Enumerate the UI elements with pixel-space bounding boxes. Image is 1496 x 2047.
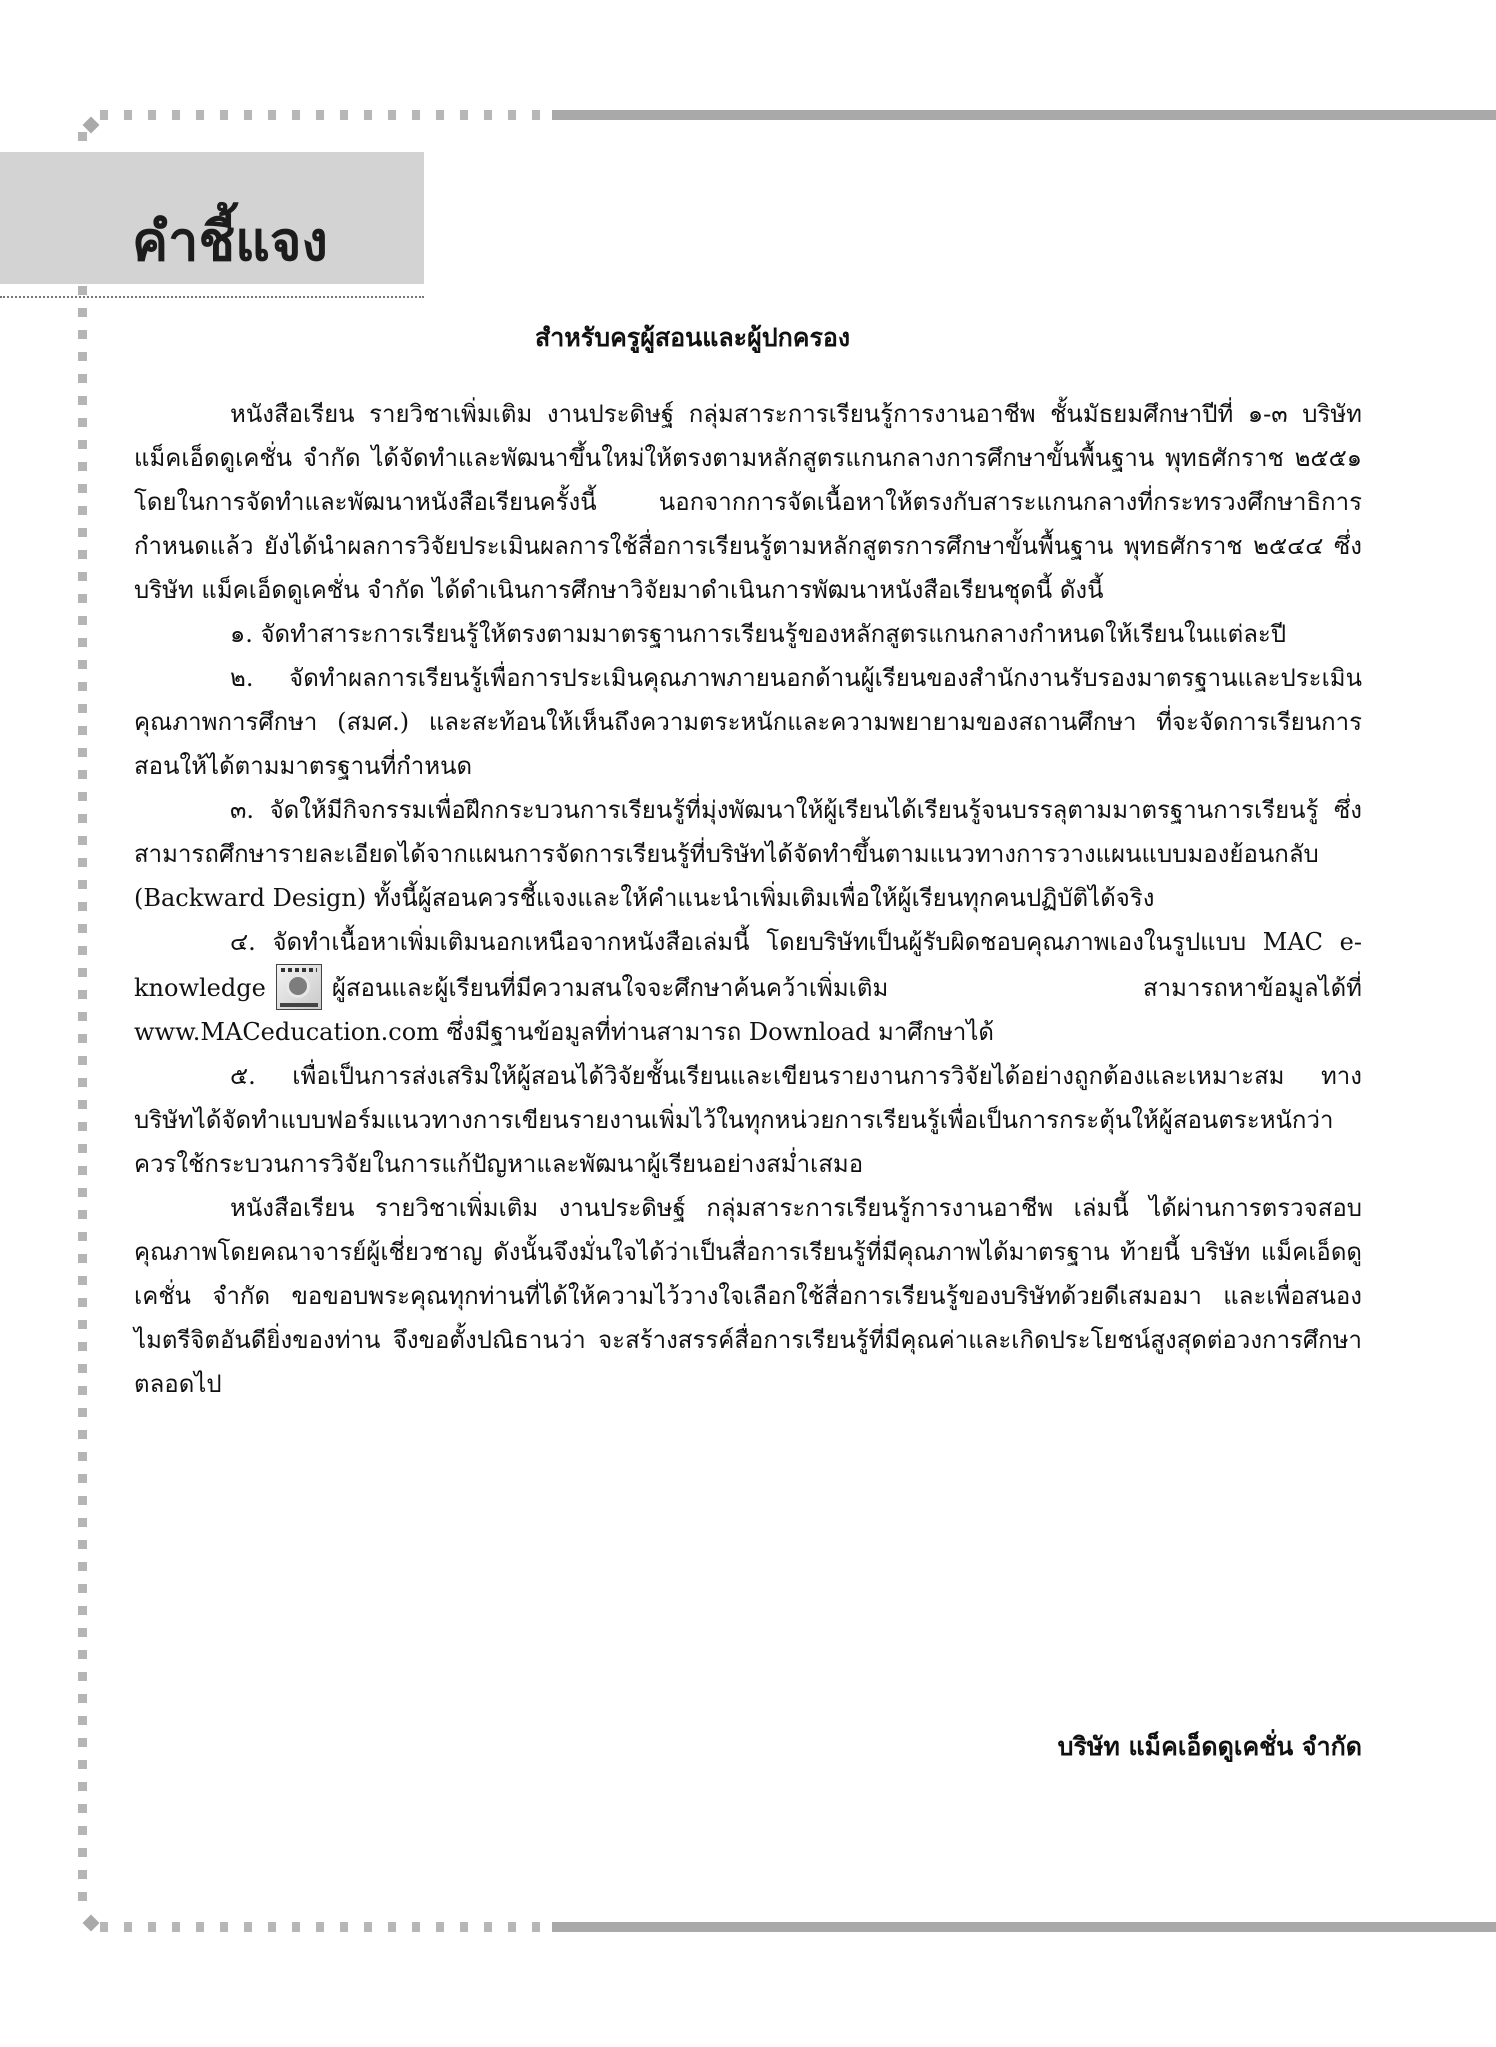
list-item-4-text-b: ผู้สอนและผู้เรียนที่มีความสนใจจะศึกษาค้นคว้าเพิ่มเติม สามารถหาข้อมูลได้ที่ www.MACeducation.com ซึ่งมีฐานข้อมูลที่ท่านสามารถ Download มาศึกษาได้ bbox=[134, 974, 1362, 1046]
corner-diamond-top bbox=[83, 117, 100, 134]
corner-diamond-bottom bbox=[83, 1915, 100, 1932]
main-content bbox=[134, 392, 1362, 1406]
list-item-5: ๕. เพื่อเป็นการส่งเสริมให้ผู้สอนได้วิจัยชั้นเรียนและเขียนรายงานการวิจัยได้อย่างถูกต้องและเหมาะสม ทางบริษัทได้จัดทำแบบฟอร์มแนวทางการเขียนรายงานเพิ่มไว้ในทุกหน่วยการเรียนรู้เพื่อเป็นการกระตุ้นให้ผู้สอนตระหนักว่า ควรใช้กระบวนการวิจัยในการแก้ปัญหาและพัฒนาผู้เรียนอย่างสม่ำเสมอ bbox=[134, 1062, 1362, 1178]
top-solid-rule bbox=[552, 110, 1496, 120]
list-item-4-text-a: ๔. จัดทำเนื้อหาเพิ่มเติมนอกเหนือจากหนังสือเล่มนี้ โดยบริษัทเป็นผู้รับผิดชอบคุณภาพเองในรูปแบบ MAC e-knowledge bbox=[134, 928, 1362, 1002]
page-title: คำชี้แจง bbox=[132, 210, 328, 273]
list-item-4 bbox=[134, 920, 1362, 1054]
list-item-3: ๓. จัดให้มีกิจกรรมเพื่อฝึกกระบวนการเรียนรู้ที่มุ่งพัฒนาให้ผู้เรียนได้เรียนรู้จนบรรลุตามมาตรฐานการเรียนรู้ ซึ่งสามารถศึกษารายละเอียดได้จากแผนการจัดการเรียนรู้ที่บริษัทได้จัดทำขึ้นตามแนวทางการวางแผนแบบมองย้อนกลับ (Backward Design) ทั้งนี้ผู้สอนควรชี้แจงและให้คำแนะนำเพิ่มเติมเพื่อให้ผู้เรียนทุกคนปฏิบัติได้จริง bbox=[134, 796, 1362, 912]
title-underline bbox=[0, 296, 424, 298]
signature: บริษัท แม็คเอ็ดดูเคชั่น จำกัด bbox=[1057, 1732, 1362, 1761]
subtitle: สำหรับครูผู้สอนและผู้ปกครอง bbox=[535, 323, 851, 352]
left-dotted-rule bbox=[78, 132, 87, 1910]
list-item-1: ๑. จัดทำสาระการเรียนรู้ให้ตรงตามมาตรฐานการเรียนรู้ของหลักสูตรแกนกลางกำหนดให้เรียนในแต่ละปี bbox=[230, 620, 1287, 648]
top-dashed-rule bbox=[100, 110, 548, 120]
bottom-solid-rule bbox=[552, 1922, 1496, 1932]
list-item-2: ๒. จัดทำผลการเรียนรู้เพื่อการประเมินคุณภาพภายนอกด้านผู้เรียนของสำนักงานรับรองมาตรฐานและประเมินคุณภาพการศึกษา (สมศ.) และสะท้อนให้เห็นถึงความตระหนักและความพยายามของสถานศึกษา ที่จะจัดการเรียนการสอนให้ได้ตามมาตรฐานที่กำหนด bbox=[134, 664, 1362, 780]
mac-e-knowledge-logo-icon bbox=[276, 964, 322, 1010]
bottom-dashed-rule bbox=[100, 1922, 548, 1932]
intro-paragraph: หนังสือเรียน รายวิชาเพิ่มเติม งานประดิษฐ์ กลุ่มสาระการเรียนรู้การงานอาชีพ ชั้นมัธยมศึกษาปีที่ ๑-๓ บริษัท แม็คเอ็ดดูเคชั่น จำกัด ได้จัดทำและพัฒนาขึ้นใหม่ให้ตรงตามหลักสูตรแกนกลางการศึกษาขั้นพื้นฐาน พุทธศักราช ๒๕๕๑ โดยในการจัดทำและพัฒนาหนังสือเรียนครั้งนี้ นอกจากการจัดเนื้อหาให้ตรงกับสาระแกนกลางที่กระทรวงศึกษาธิการกำหนดแล้ว ยังได้นำผลการวิจัยประเมินผลการใช้สื่อการเรียนรู้ตามหลักสูตรการศึกษาขั้นพื้นฐาน พุทธศักราช ๒๕๔๔ ซึ่งบริษัท แม็คเอ็ดดูเคชั่น จำกัด ได้ดำเนินการศึกษาวิจัยมาดำเนินการพัฒนาหนังสือเรียนชุดนี้ ดังนี้ bbox=[134, 400, 1362, 604]
closing-paragraph: หนังสือเรียน รายวิชาเพิ่มเติม งานประดิษฐ์ กลุ่มสาระการเรียนรู้การงานอาชีพ เล่มนี้ ได้ผ่านการตรวจสอบคุณภาพโดยคณาจารย์ผู้เชี่ยวชาญ ดังนั้นจึงมั่นใจได้ว่าเป็นสื่อการเรียนรู้ที่มีคุณภาพได้มาตรฐาน ท้ายนี้ บริษัท แม็คเอ็ดดูเคชั่น จำกัด ขอขอบพระคุณทุกท่านที่ได้ให้ความไว้วางใจเลือกใช้สื่อการเรียนรู้ของบริษัทด้วยดีเสมอมา และเพื่อสนองไมตรีจิตอันดียิ่งของท่าน จึงขอตั้งปณิธานว่า จะสร้างสรรค์สื่อการเรียนรู้ที่มีคุณค่าและเกิดประโยชน์สูงสุดต่อวงการศึกษาตลอดไป bbox=[134, 1194, 1362, 1398]
